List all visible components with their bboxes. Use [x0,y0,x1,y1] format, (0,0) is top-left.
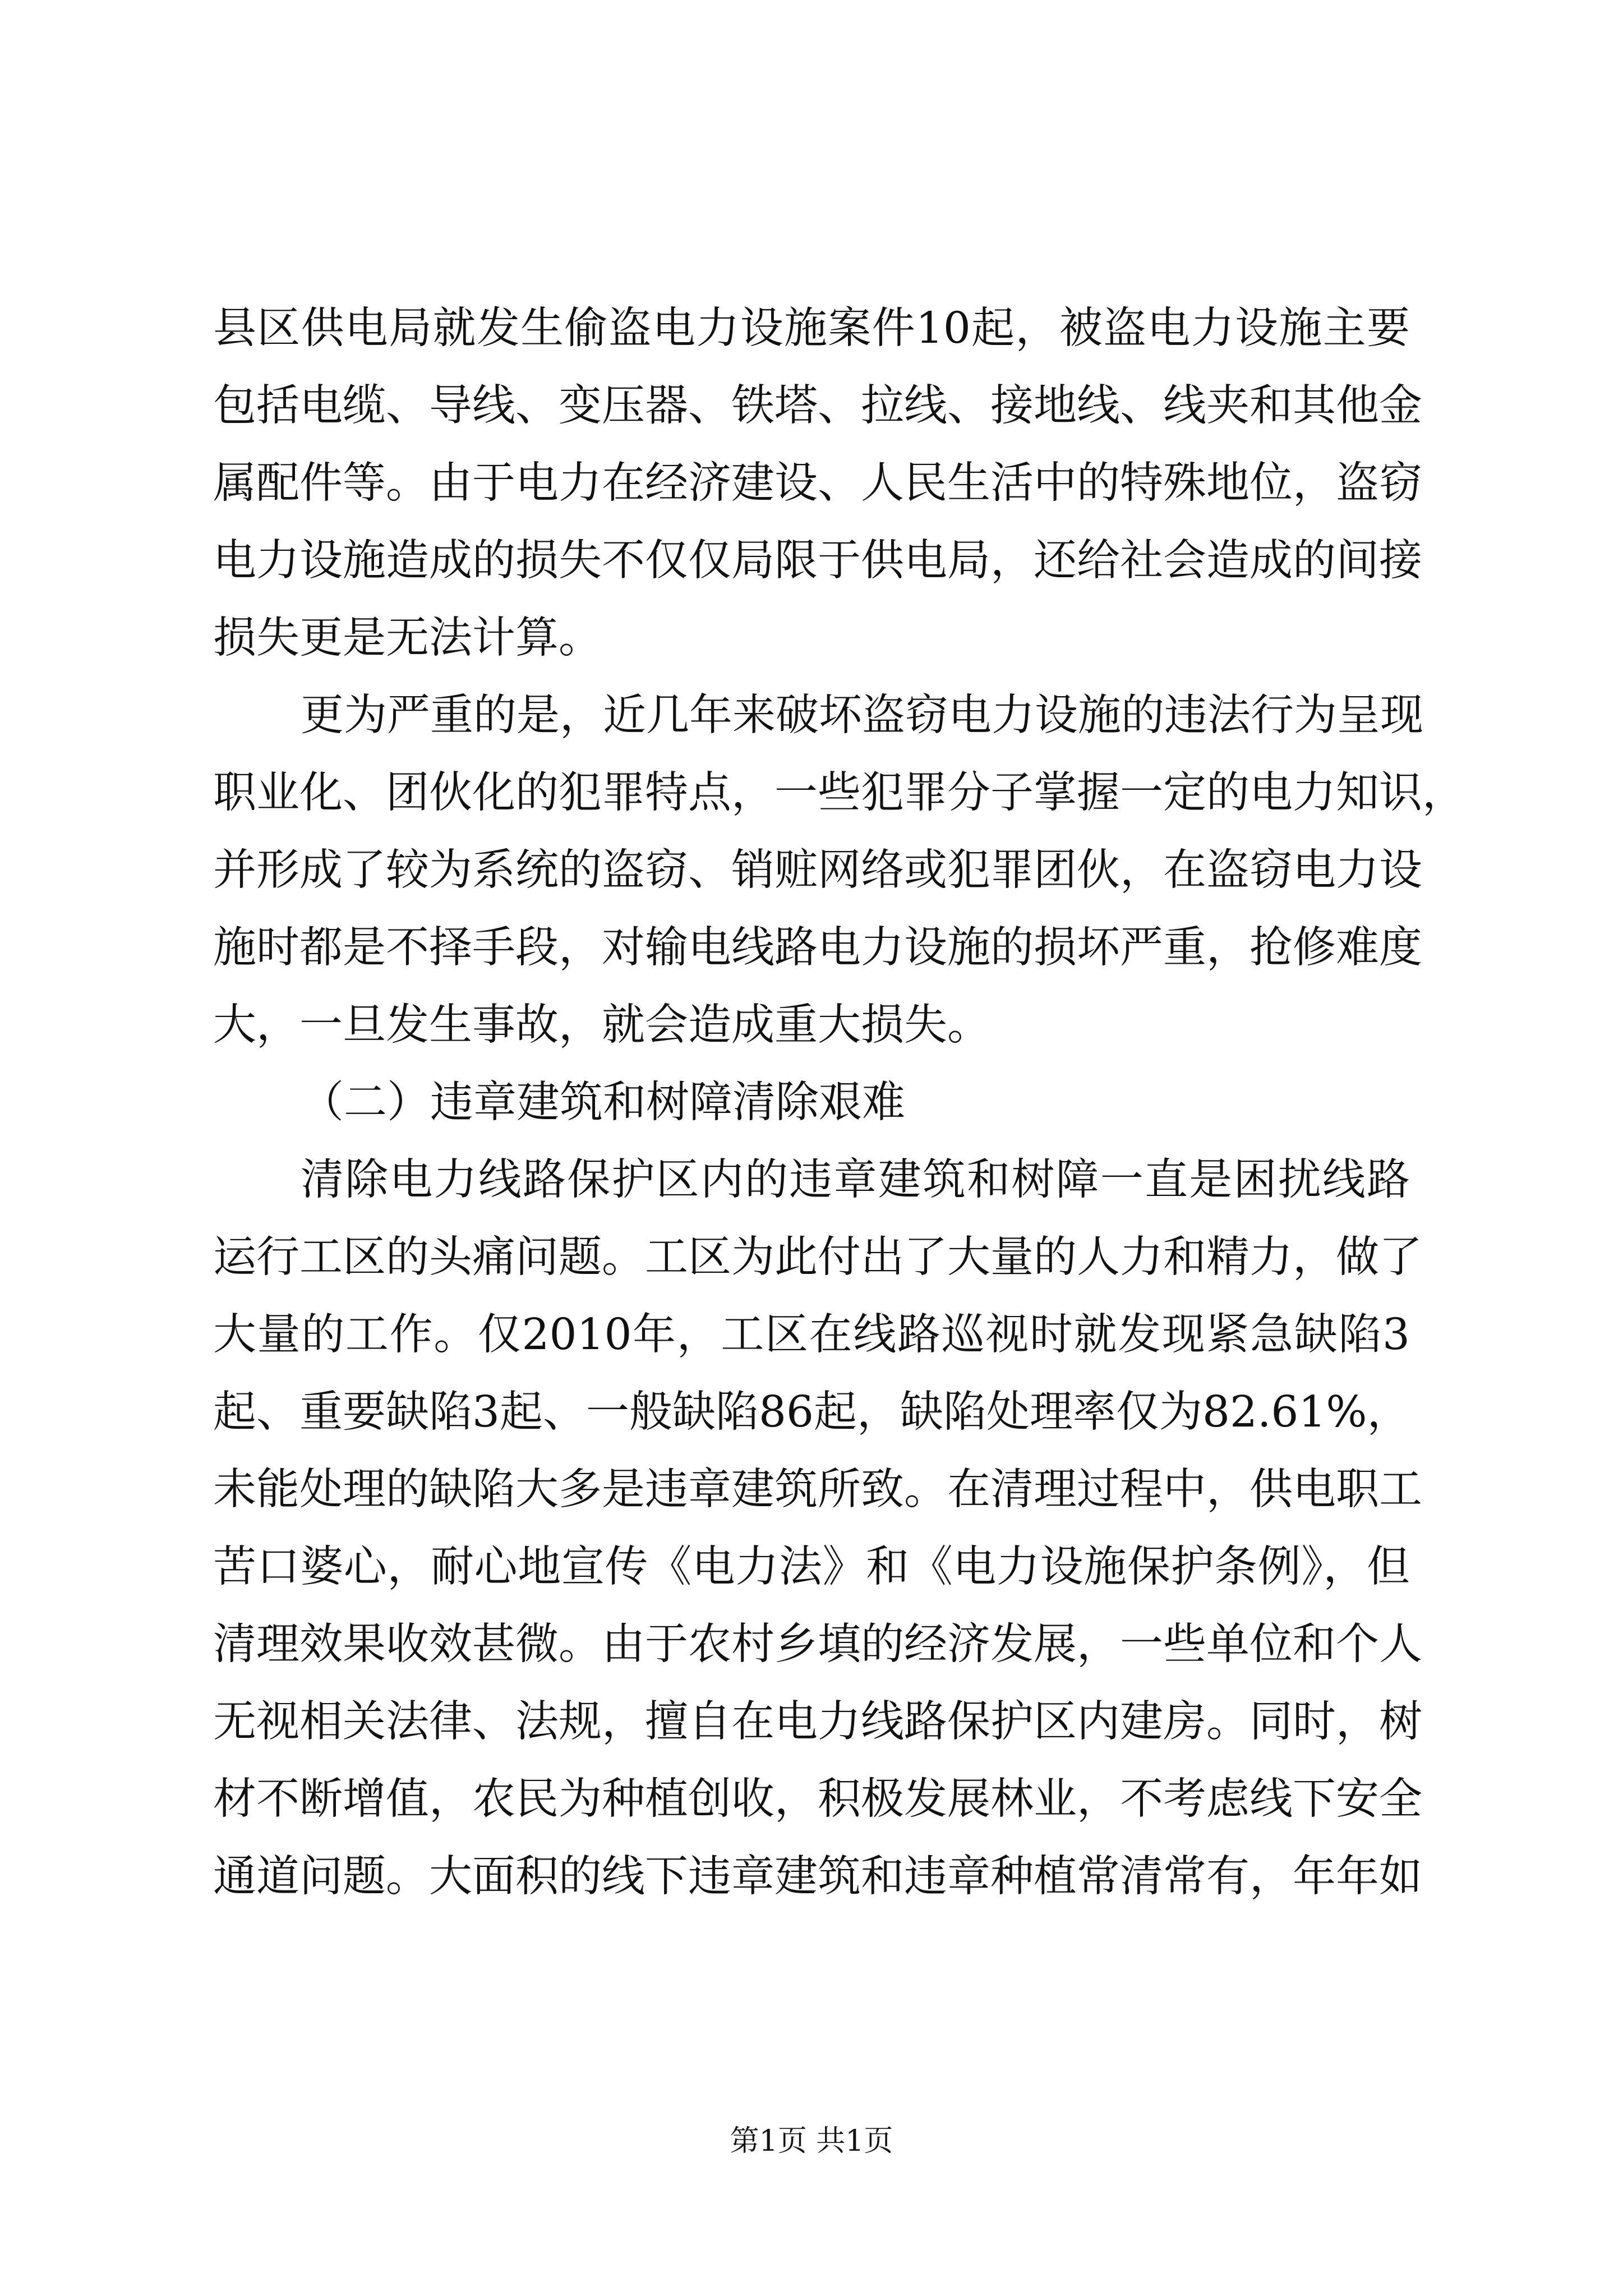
paragraph-line: 清理效果收效甚微。由于农村乡填的经济发展，一些单位和个人 [213,1619,1422,1669]
paragraph-line: 无视相关法律、法规，擅自在电力线路保护区内建房。同时，树 [213,1697,1422,1747]
paragraph-line: 通道问题。大面积的线下违章建筑和违章种植常清常有，年年如 [213,1852,1422,1902]
paragraph-line: 县区供电局就发生偷盗电力设施案件10起，被盗电力设施主要 [213,303,1410,353]
paragraph-line: 职业化、团伙化的犯罪特点，一些犯罪分子掌握一定的电力知识， [213,768,1465,818]
paragraph-line: 苦口婆心，耐心地宣传《电力法》和《电力设施保护条例》，但 [213,1542,1410,1592]
paragraph-line: 属配件等。由于电力在经济建设、人民生活中的特殊地位，盗窃 [213,458,1422,508]
paragraph-line: 包括电缆、导线、变压器、铁塔、拉线、接地线、线夹和其他金 [213,381,1422,431]
section-heading: （二）违章建筑和树障清除艰难 [301,1078,905,1128]
paragraph-line: 运行工区的头痛问题。工区为此付出了大量的人力和精力，做了 [213,1232,1422,1282]
paragraph-line: 更为严重的是，近几年来破坏盗窃电力设施的违法行为呈现 [301,691,1423,740]
paragraph-line: 大，一旦发生事故，就会造成重大损失。 [213,1000,990,1050]
paragraph-line: 施时都是不择手段，对输电线路电力设施的损坏严重，抢修难度 [213,923,1422,973]
paragraph-line: 材不断增值，农民为种植创收，积极发展林业，不考虑线下安全 [213,1774,1422,1824]
page-number-footer: 第1页 共1页 [730,2124,893,2158]
paragraph-line: 电力设施造成的损失不仅仅局限于供电局，还给社会造成的间接 [213,536,1422,586]
paragraph-line: 大量的工作。仅2010年，工区在线路巡视时就发现紧急缺陷3 [213,1310,1410,1360]
paragraph-line: 未能处理的缺陷大多是违章建筑所致。在清理过程中，供电职工 [213,1465,1422,1515]
paragraph-line: 起、重要缺陷3起、一般缺陷86起，缺陷处理率仅为82.61%， [213,1387,1410,1437]
paragraph-line: 清除电力线路保护区内的违章建筑和树障一直是困扰线路 [301,1155,1410,1205]
paragraph-line: 并形成了较为系统的盗窃、销赃网络或犯罪团伙，在盗窃电力设 [213,845,1422,895]
paragraph-line: 损失更是无法计算。 [213,613,602,663]
